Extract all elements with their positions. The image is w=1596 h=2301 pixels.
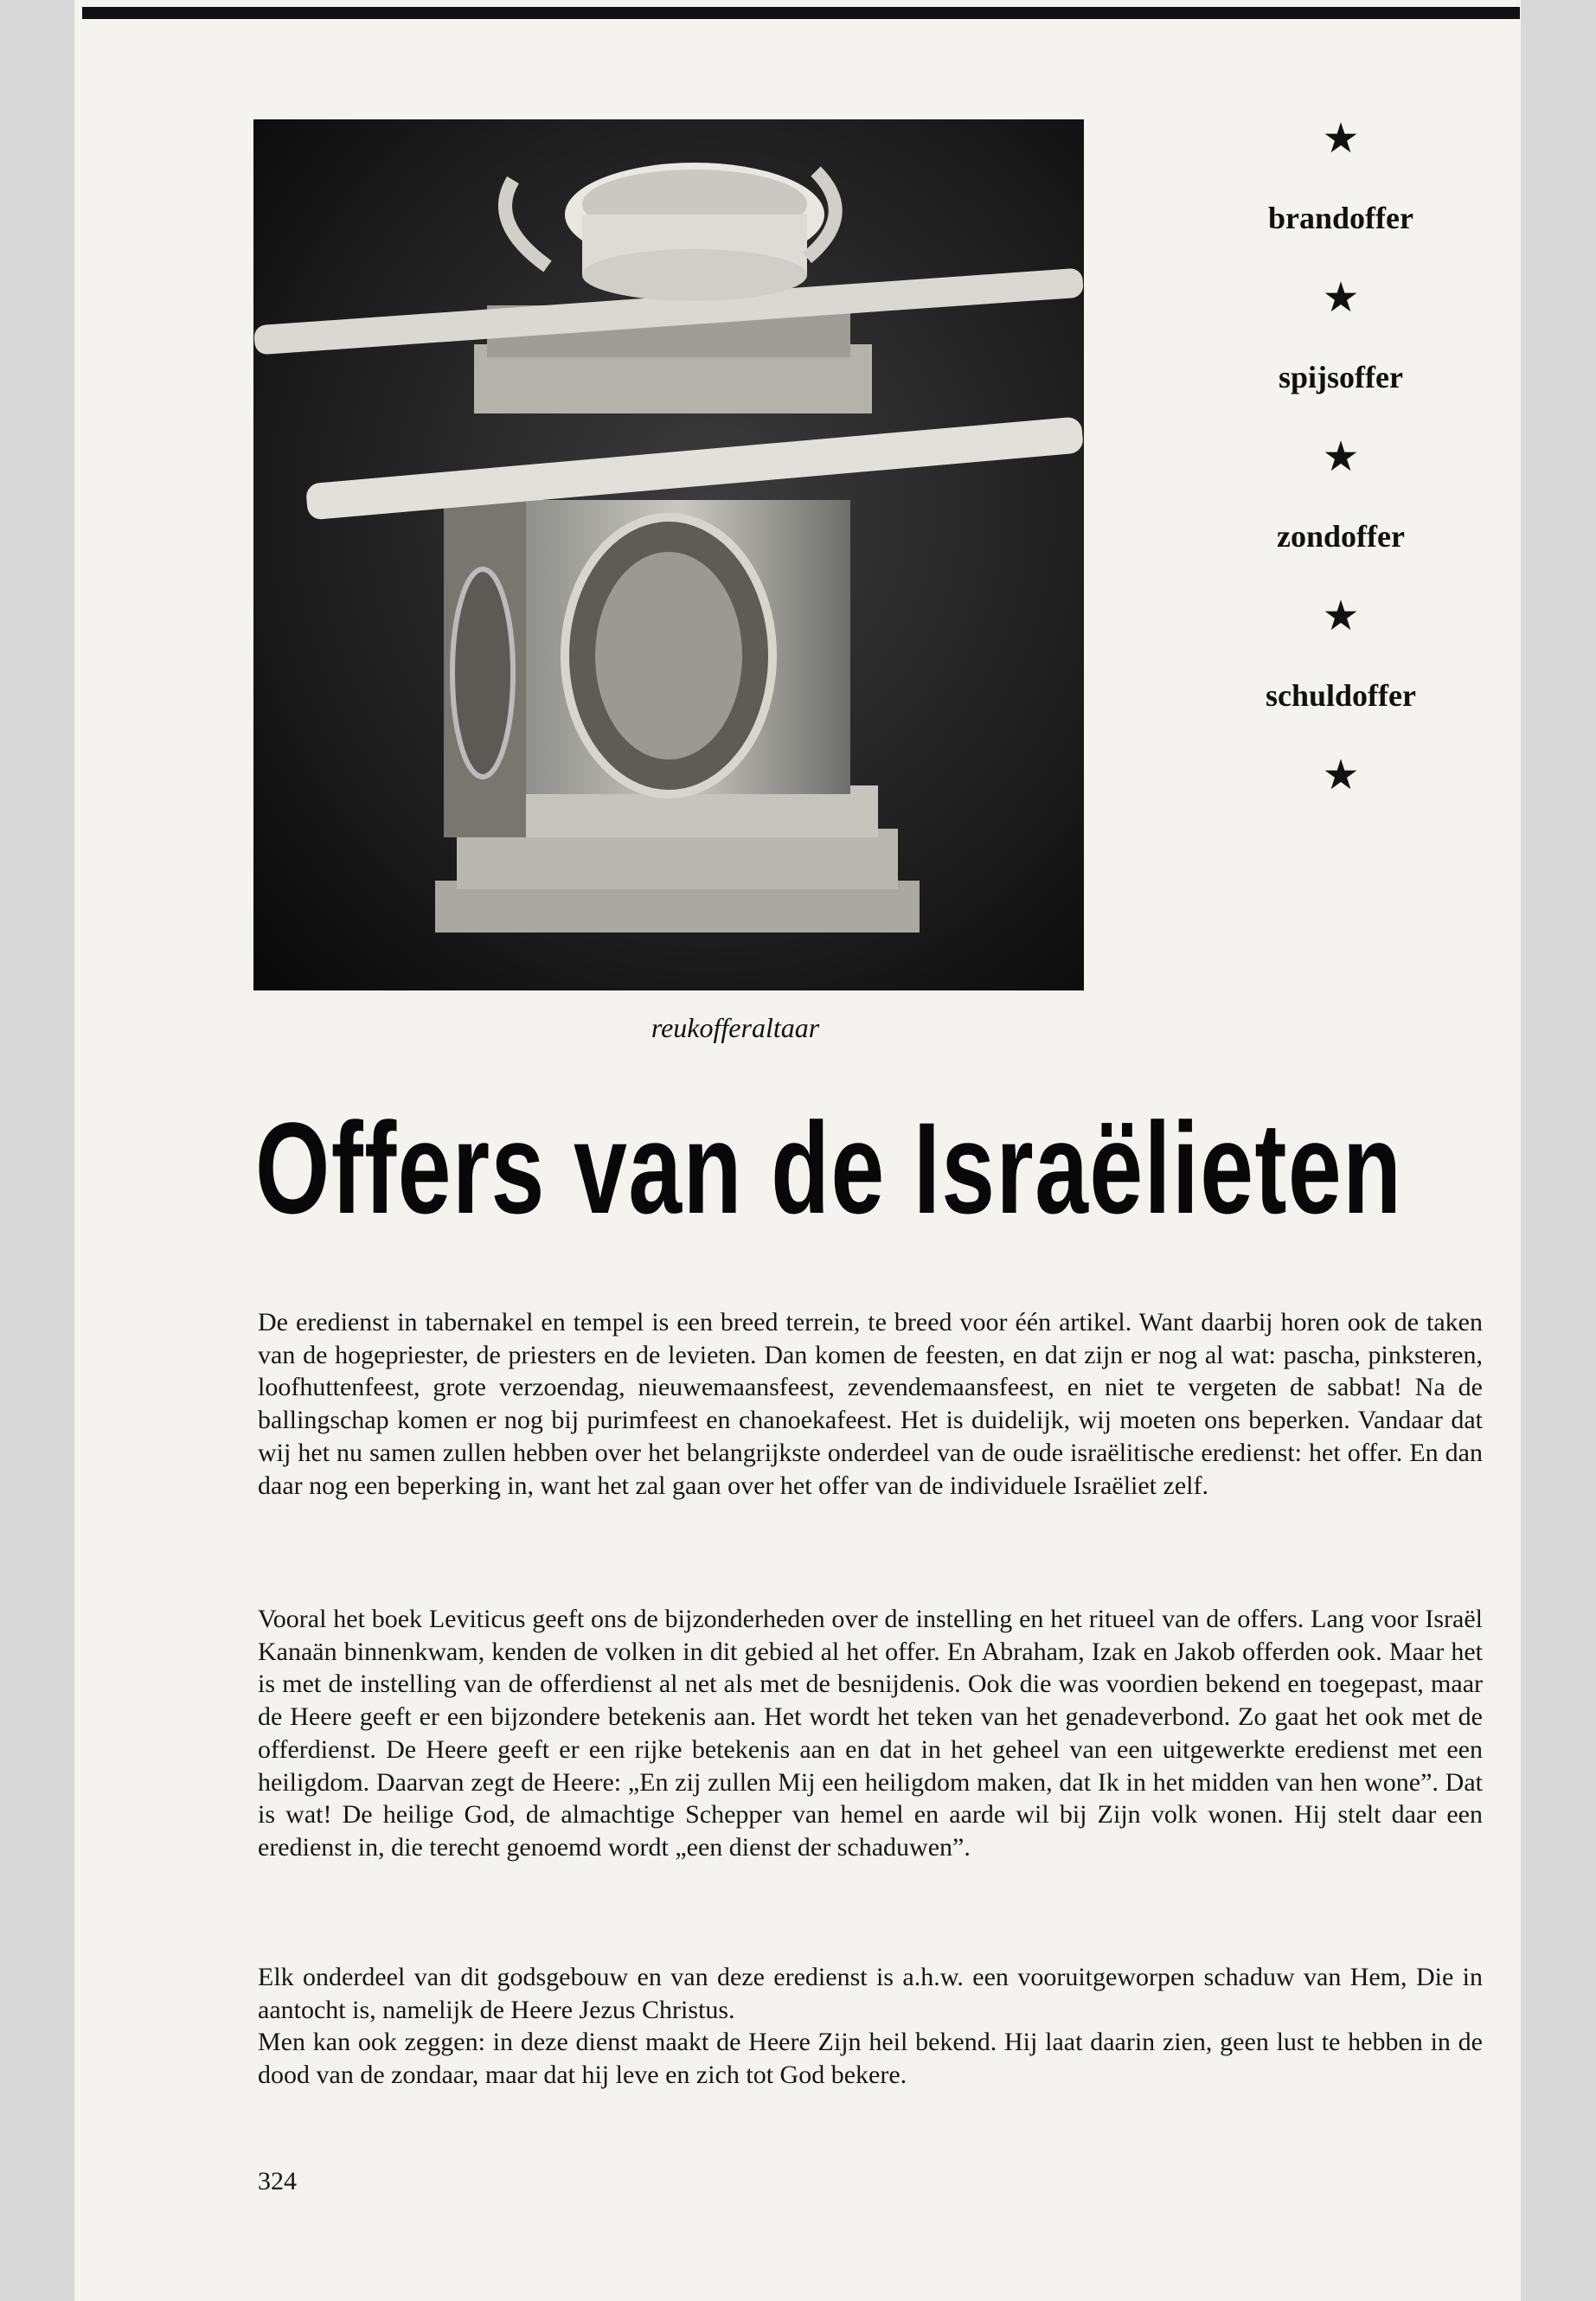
altar-photo [253,119,1084,990]
article-paragraph: Vooral het boek Leviticus geeft ons de bijzonderheden over de instelling en het ritueel van de offers. Lang voor Israël Kanaän binnenkwam, kenden de volken in dit gebied al het offer. En Abraham, Izak en Jakob offerden ook. Maar het is met de instelling van de offerdienst al net als met de besnijdenis. Ook die was voordien bekend en toegepast, maar de Heere geeft er een bijzondere betekenis aan. Het wordt het teken van het genadeverbond. Zo gaat het ook met de offerdienst. De Heere geeft er een rijke betekenis aan en dat in het geheel van een uitgewerkte eredienst met een heiligdom. Daarvan zegt de Heere: „En zij zullen Mij een heiligdom maken, dat Ik in het midden van hen wone”. Dat is wat! De heilige God, de almachtige Schepper van hemel en aarde wil bij Zijn volk wonen. Hij stelt daar een eredienst in, die terecht genoemd wordt „een dienst der schaduwen”. [258,1605,1483,1862]
article-paragraph: Men kan ook zeggen: in deze dienst maakt de Heere Zijn heil bekend. Hij laat daarin zien, geen lust te hebben in de dood van de zondaar, maar dat hij leve en zich tot God bekere. [258,2028,1483,2089]
figure-caption: reukofferaltaar [651,1012,820,1043]
sacrifice-list [1211,112,1471,801]
star-icon: ★ [1322,592,1360,640]
sacrifice-item: zondoffer [1277,519,1405,554]
sacrifice-item: schuldoffer [1266,678,1416,713]
top-rule [82,7,1520,19]
article-paragraph: Elk onderdeel van dit godsgebouw en van deze eredienst is a.h.w. een vooruitgeworpen schaduw van Hem, Die in aantocht is, namelijk de Heere Jezus Christus. [258,1963,1483,2024]
page-number: 324 [258,2167,297,2195]
article-title: Offers van de Israëlieten [255,1095,1403,1240]
star-icon: ★ [1322,751,1360,799]
article-paragraph: De eredienst in tabernakel en tempel is een breed terrein, te breed voor één artikel. Want daarbij horen ook de taken van de hogepriester, de priesters en de levieten. Dan komen de feesten, en dat zijn er nog al wat: pascha, pinksteren, loofhuttenfeest, grote verzoendag, nieuwemaansfeest, zevendemaansfeest, en niet te vergeten de sabbat! Na de ballingschap komen er nog bij purimfeest en chanoekafeest. Het is duidelijk, wij moeten ons beperken. Vandaar dat wij het nu samen zullen hebben over het belangrijkste onderdeel van de oude israëlitische eredienst: het offer. En dan daar nog een beperking in, want het zal gaan over het offer van de individuele Israëliet zelf. [258,1308,1483,1500]
incense-altar-illustration [253,119,1084,990]
sacrifice-item: brandoffer [1268,201,1413,235]
sacrifice-item: spijsoffer [1279,360,1403,394]
star-icon: ★ [1322,433,1360,481]
star-icon: ★ [1322,273,1360,322]
star-icon: ★ [1322,114,1360,163]
